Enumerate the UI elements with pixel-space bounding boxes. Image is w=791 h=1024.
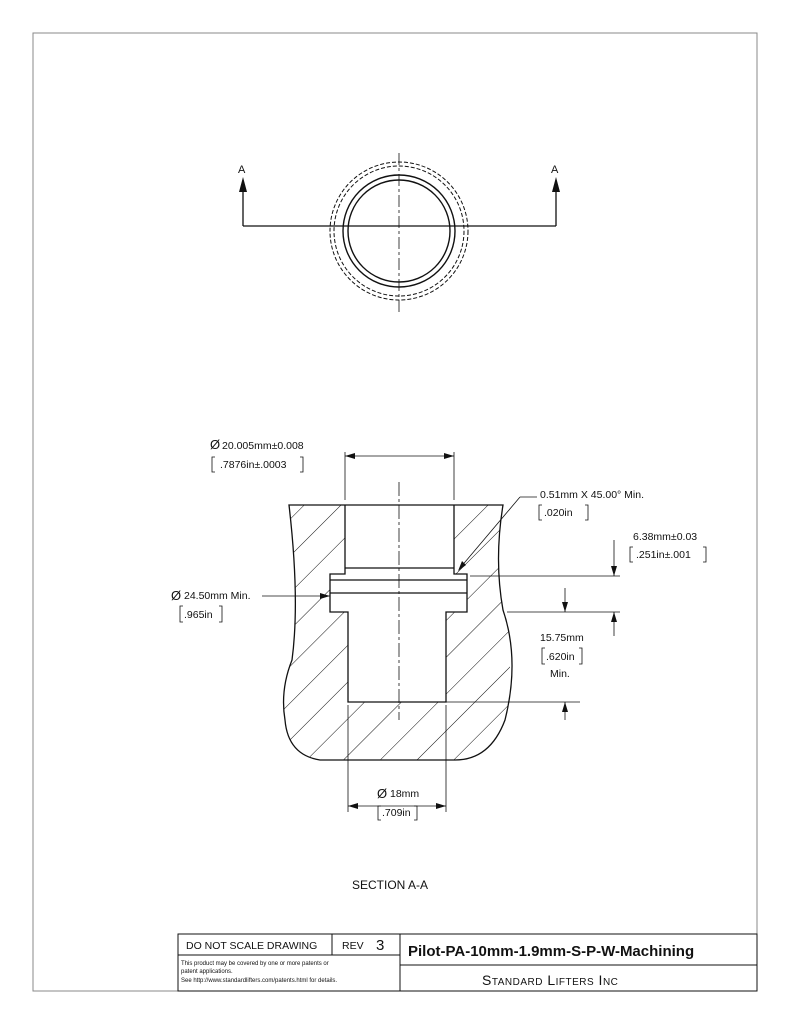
top-view [238, 153, 560, 312]
company-name: Standard Lifters Inc [482, 972, 619, 988]
section-marker-left: A [238, 164, 246, 176]
part-name: Pilot-PA-10mm-1.9mm-S-P-W-Machining [408, 943, 695, 960]
groove-depth-mm: 6.38mm±0.03 [633, 531, 698, 543]
arrow-right-icon [552, 177, 560, 192]
lower-depth-mm: 15.75mm [540, 632, 584, 644]
do-not-scale: DO NOT SCALE DRAWING [186, 940, 318, 952]
section-marker-right: A [551, 164, 559, 176]
rev-label: REV [342, 940, 364, 952]
section-view [171, 437, 706, 892]
dim-bore-dia [345, 452, 454, 500]
lower-depth-note: Min. [550, 668, 570, 680]
dia-symbol-3: Ø [377, 786, 388, 801]
patent-line-2: patent applications. [181, 969, 233, 975]
bore-dia-in: .7876in±.0003 [220, 459, 287, 471]
chamfer-mm: 0.51mm X 45.00° Min. [540, 489, 644, 501]
rev-value: 3 [376, 937, 385, 954]
groove-dia-mm: 24.50mm Min. [184, 590, 251, 602]
bore-dia-mm: 20.005mm±0.008 [222, 440, 304, 452]
lower-dia-mm: 18mm [390, 788, 420, 800]
lower-depth-in: .620in [546, 651, 575, 663]
groove-depth-in: .251in±.001 [636, 549, 691, 561]
cutting-plane-line [243, 190, 556, 226]
groove-dia-in: .965in [184, 609, 213, 621]
arrow-left-icon [239, 177, 247, 192]
dia-symbol-1: Ø [210, 437, 221, 452]
lower-dia-in: .709in [382, 807, 411, 819]
chamfer-in: .020in [544, 507, 573, 519]
title-block [178, 934, 757, 991]
section-label: SECTION A-A [352, 878, 429, 892]
patent-line-3: See http://www.standardlifters.com/patents.html for details. [181, 978, 338, 984]
dia-symbol-2: Ø [171, 588, 182, 603]
patent-line-1: This product may be covered by one or more patents or [181, 961, 329, 967]
